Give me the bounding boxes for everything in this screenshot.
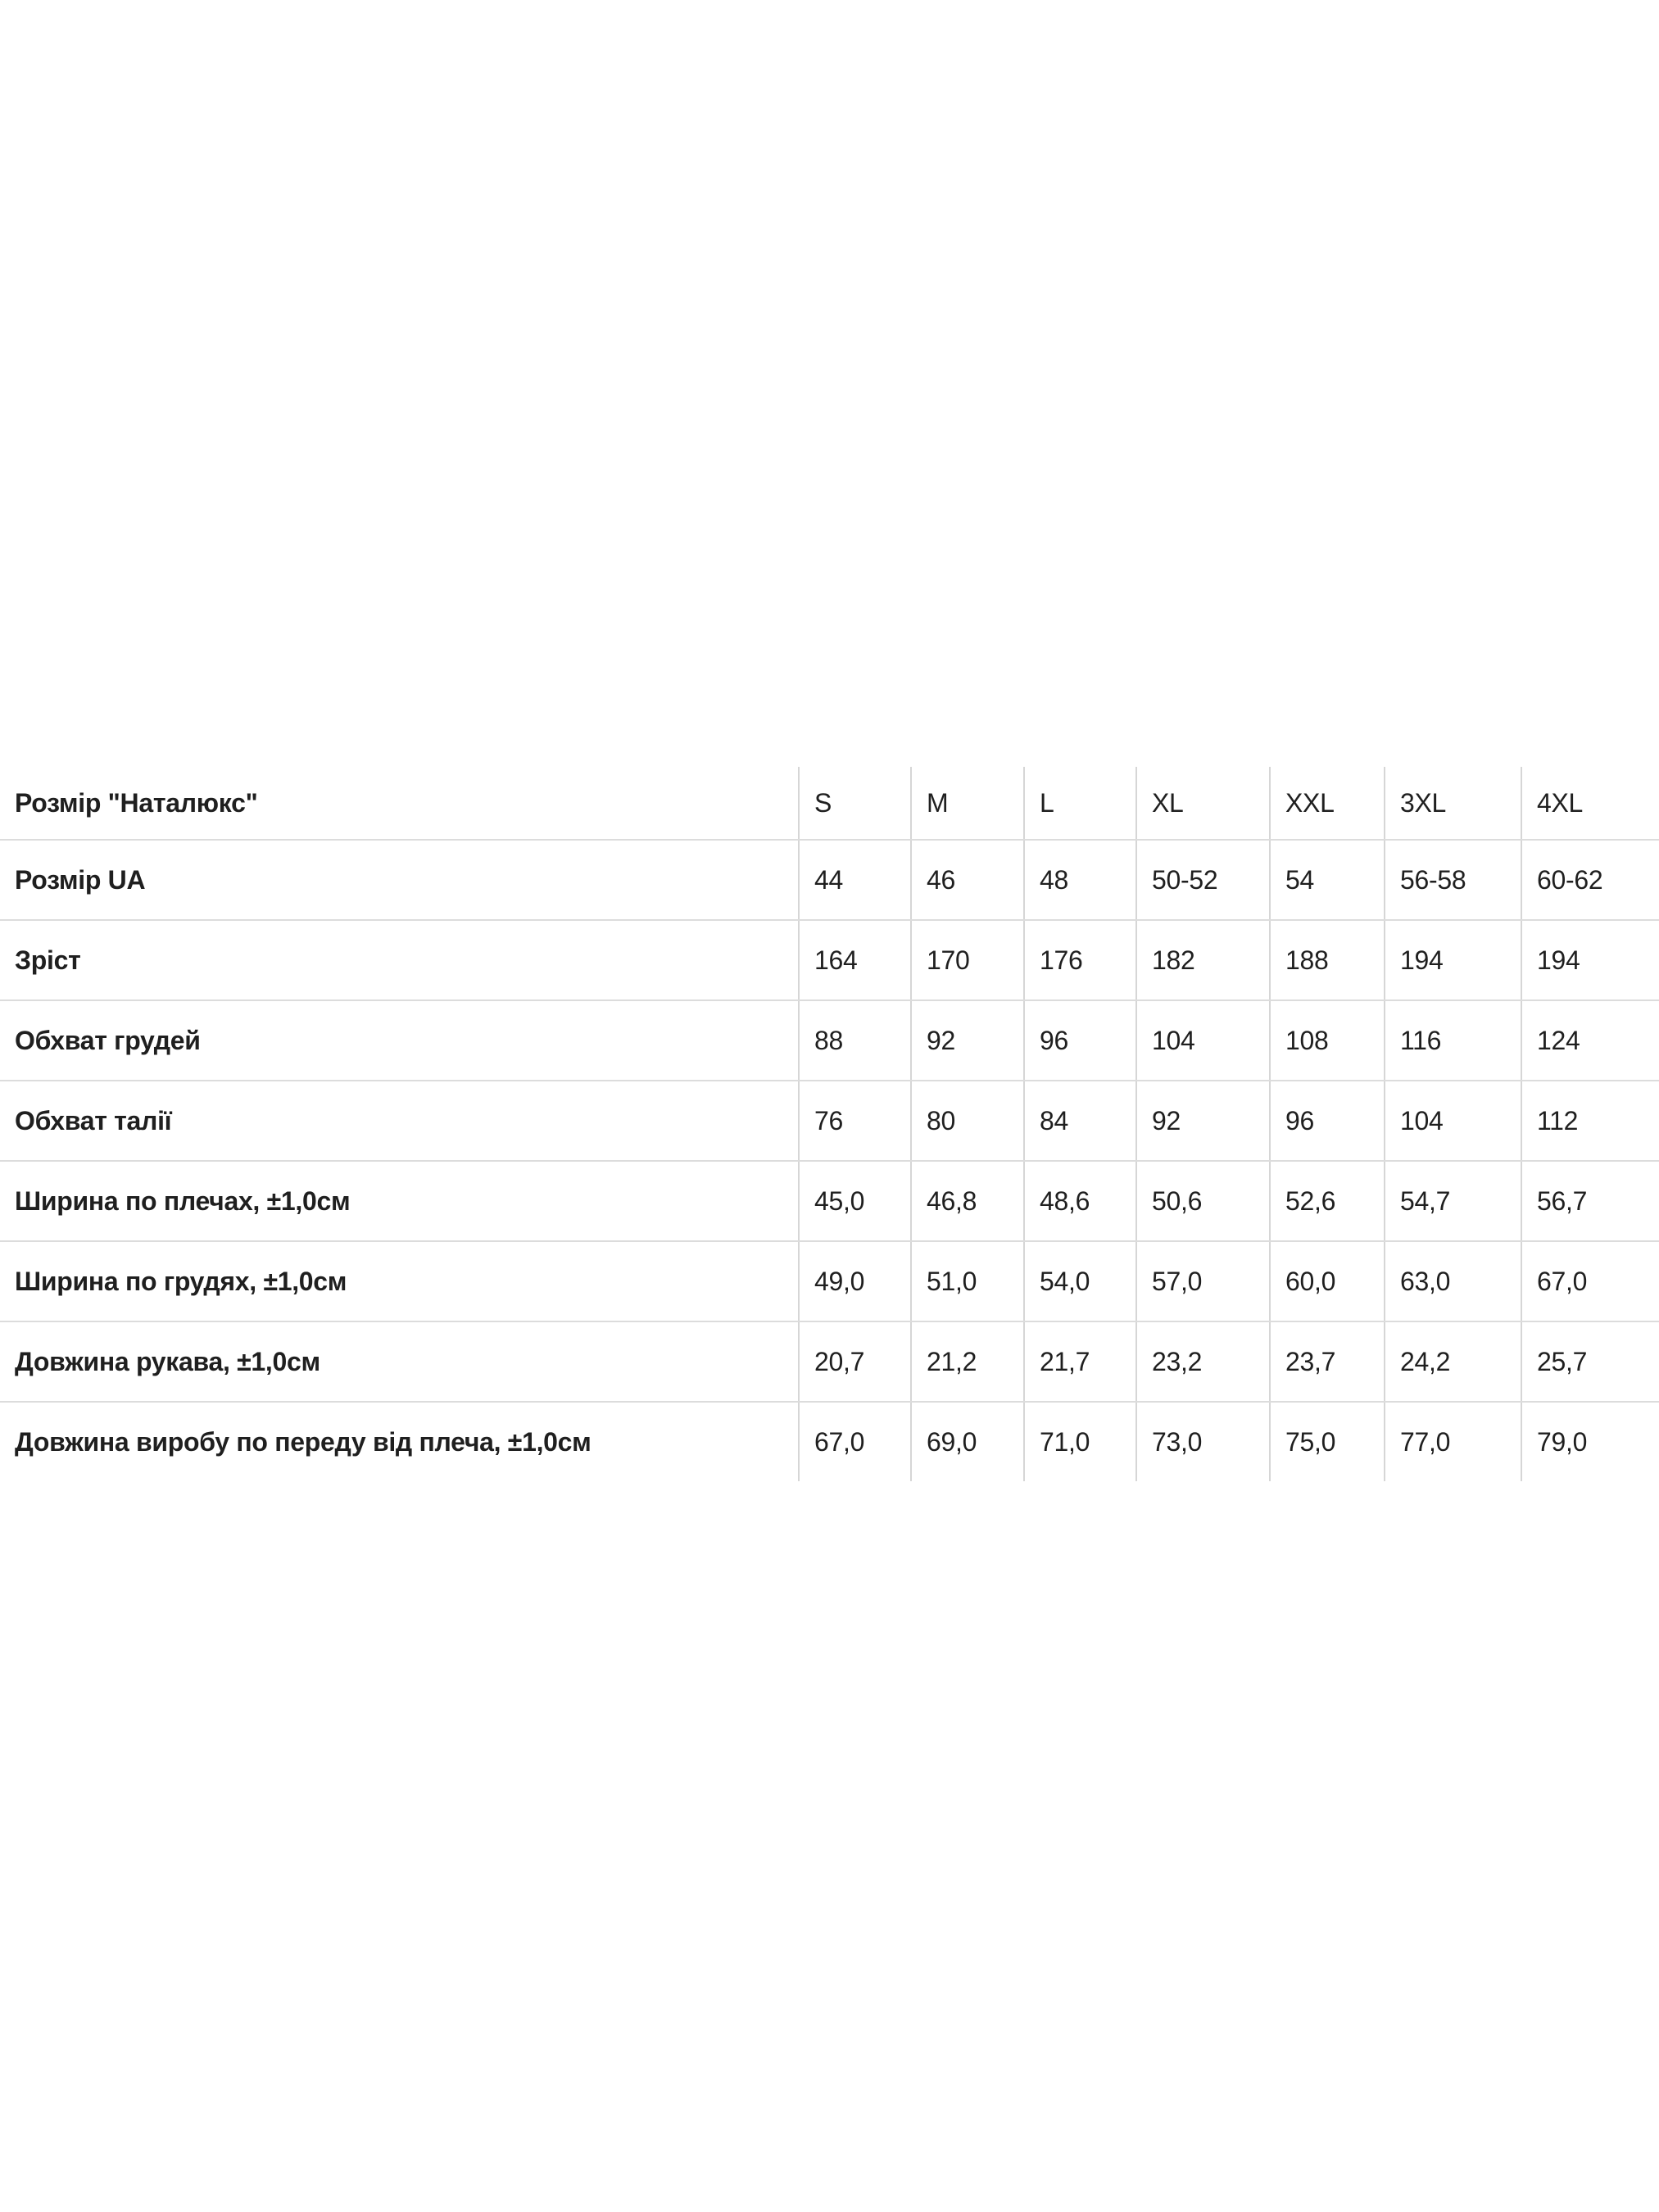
value-cell: 96 [1024, 1000, 1136, 1081]
value-cell: 54,0 [1024, 1241, 1136, 1321]
size-chart-section [0, 767, 1659, 1481]
row-label: Зріст [0, 920, 799, 1000]
value-cell: 52,6 [1270, 1161, 1385, 1241]
value-cell: 88 [799, 1000, 911, 1081]
table-row-ua-size [0, 840, 1659, 920]
row-label: Ширина по плечах, ±1,0см [0, 1161, 799, 1241]
value-cell: 71,0 [1024, 1402, 1136, 1481]
value-cell: 63,0 [1385, 1241, 1521, 1321]
value-cell: 21,7 [1024, 1321, 1136, 1402]
table-row-waist-girth [0, 1081, 1659, 1161]
value-cell: 46 [911, 840, 1024, 920]
value-cell: 77,0 [1385, 1402, 1521, 1481]
value-cell: 48 [1024, 840, 1136, 920]
value-cell: 24,2 [1385, 1321, 1521, 1402]
table-row-header [0, 767, 1659, 840]
table-row-height [0, 920, 1659, 1000]
value-cell: 73,0 [1136, 1402, 1270, 1481]
size-col-xxl: XXL [1270, 767, 1385, 840]
value-cell: 25,7 [1521, 1321, 1659, 1402]
size-col-xl: XL [1136, 767, 1270, 840]
size-col-4xl: 4XL [1521, 767, 1659, 840]
value-cell: 54 [1270, 840, 1385, 920]
value-cell: 56,7 [1521, 1161, 1659, 1241]
value-cell: 170 [911, 920, 1024, 1000]
value-cell: 46,8 [911, 1161, 1024, 1241]
value-cell: 49,0 [799, 1241, 911, 1321]
value-cell: 23,2 [1136, 1321, 1270, 1402]
value-cell: 108 [1270, 1000, 1385, 1081]
table-row-sleeve-length [0, 1321, 1659, 1402]
value-cell: 69,0 [911, 1402, 1024, 1481]
value-cell: 50,6 [1136, 1161, 1270, 1241]
value-cell: 194 [1521, 920, 1659, 1000]
value-cell: 48,6 [1024, 1161, 1136, 1241]
value-cell: 182 [1136, 920, 1270, 1000]
size-col-3xl: 3XL [1385, 767, 1521, 840]
value-cell: 45,0 [799, 1161, 911, 1241]
value-cell: 80 [911, 1081, 1024, 1161]
size-col-l: L [1024, 767, 1136, 840]
row-label: Розмір UA [0, 840, 799, 920]
value-cell: 84 [1024, 1081, 1136, 1161]
value-cell: 79,0 [1521, 1402, 1659, 1481]
value-cell: 188 [1270, 920, 1385, 1000]
value-cell: 92 [911, 1000, 1024, 1081]
table-row-shoulder-width [0, 1161, 1659, 1241]
value-cell: 176 [1024, 920, 1136, 1000]
value-cell: 104 [1136, 1000, 1270, 1081]
value-cell: 112 [1521, 1081, 1659, 1161]
value-cell: 50-52 [1136, 840, 1270, 920]
size-col-m: M [911, 767, 1024, 840]
value-cell: 116 [1385, 1000, 1521, 1081]
value-cell: 67,0 [799, 1402, 911, 1481]
value-cell: 194 [1385, 920, 1521, 1000]
value-cell: 164 [799, 920, 911, 1000]
value-cell: 44 [799, 840, 911, 920]
value-cell: 92 [1136, 1081, 1270, 1161]
value-cell: 57,0 [1136, 1241, 1270, 1321]
value-cell: 51,0 [911, 1241, 1024, 1321]
value-cell: 67,0 [1521, 1241, 1659, 1321]
value-cell: 23,7 [1270, 1321, 1385, 1402]
row-label: Обхват талії [0, 1081, 799, 1161]
value-cell: 20,7 [799, 1321, 911, 1402]
table-row-chest-width [0, 1241, 1659, 1321]
value-cell: 54,7 [1385, 1161, 1521, 1241]
value-cell: 60,0 [1270, 1241, 1385, 1321]
size-chart-table [0, 767, 1659, 1481]
row-label: Довжина виробу по переду від плеча, ±1,0см [15, 1426, 592, 1457]
size-col-s: S [799, 767, 911, 840]
value-cell: 104 [1385, 1081, 1521, 1161]
value-cell: 56-58 [1385, 840, 1521, 920]
row-label-brand-size: Розмір "Наталюкс" [0, 767, 799, 840]
value-cell: 76 [799, 1081, 911, 1161]
value-cell: 75,0 [1270, 1402, 1385, 1481]
row-label: Ширина по грудях, ±1,0см [0, 1241, 799, 1321]
row-label: Обхват грудей [0, 1000, 799, 1081]
value-cell: 60-62 [1521, 840, 1659, 920]
value-cell: 96 [1270, 1081, 1385, 1161]
table-row-chest-girth [0, 1000, 1659, 1081]
table-row-front-length [0, 1402, 1659, 1481]
row-label: Довжина рукава, ±1,0см [0, 1321, 799, 1402]
value-cell: 21,2 [911, 1321, 1024, 1402]
value-cell: 124 [1521, 1000, 1659, 1081]
